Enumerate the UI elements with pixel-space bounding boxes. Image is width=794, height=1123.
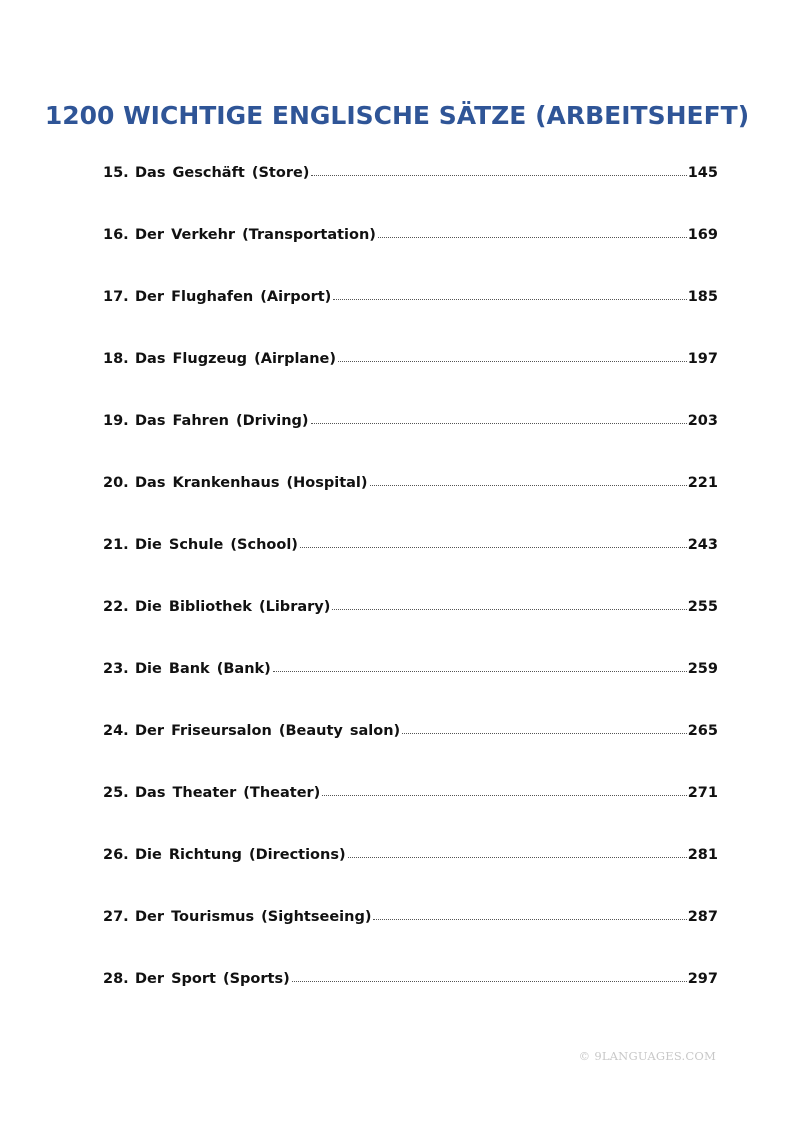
toc-entry-number: 25. — [103, 785, 129, 801]
toc-entry-number: 22. — [103, 599, 129, 615]
toc-dot-leader — [311, 174, 686, 176]
toc-entry-page: 145 — [687, 165, 718, 181]
toc-dot-leader — [322, 794, 686, 796]
toc-entry-page: 221 — [687, 475, 718, 491]
toc-entry[interactable] — [103, 845, 718, 907]
toc-dot-leader — [373, 918, 686, 920]
toc-entry-number: 18. — [103, 351, 129, 367]
toc-dot-leader — [338, 360, 687, 362]
toc-entry-label: Der Sport (Sports) — [135, 971, 290, 987]
toc-entry-label: Der Verkehr (Transportation) — [135, 227, 376, 243]
toc-dot-leader — [311, 422, 687, 424]
toc-dot-leader — [292, 980, 687, 982]
toc-dot-leader — [333, 298, 686, 300]
toc-entry-page: 287 — [687, 909, 718, 925]
copyright-icon: © — [578, 1049, 591, 1063]
toc-entry[interactable] — [103, 411, 718, 473]
toc-entry-number: 26. — [103, 847, 129, 863]
toc-entry-number: 17. — [103, 289, 129, 305]
toc-entry-number: 19. — [103, 413, 129, 429]
toc-entry[interactable] — [103, 969, 718, 1031]
toc-entry-label: Das Geschäft (Store) — [135, 165, 310, 181]
toc-entry[interactable] — [103, 597, 718, 659]
toc-entry-label: Die Bibliothek (Library) — [135, 599, 331, 615]
toc-dot-leader — [370, 484, 687, 486]
toc-entry-number: 15. — [103, 165, 129, 181]
table-of-contents — [103, 163, 718, 1031]
toc-entry-label: Die Bank (Bank) — [135, 661, 271, 677]
toc-entry-label: Das Fahren (Driving) — [135, 413, 309, 429]
toc-entry[interactable] — [103, 721, 718, 783]
toc-entry-label: Der Tourismus (Sightseeing) — [135, 909, 372, 925]
toc-entry-number: 20. — [103, 475, 129, 491]
toc-entry-page: 203 — [687, 413, 718, 429]
toc-entry-page: 243 — [687, 537, 718, 553]
toc-dot-leader — [378, 236, 687, 238]
toc-entry[interactable] — [103, 287, 718, 349]
toc-dot-leader — [348, 856, 687, 858]
copyright-watermark — [579, 1049, 716, 1063]
toc-dot-leader — [300, 546, 687, 548]
toc-dot-leader — [402, 732, 687, 734]
toc-entry-number: 23. — [103, 661, 129, 677]
toc-entry-label: Der Friseursalon (Beauty salon) — [135, 723, 401, 739]
toc-entry-label: Die Schule (School) — [135, 537, 298, 553]
page-title: 1200 WICHTIGE ENGLISCHE SÄTZE (ARBEITSHEFT) — [44, 100, 750, 130]
toc-entry-number: 21. — [103, 537, 129, 553]
toc-entry-label: Das Flugzeug (Airplane) — [135, 351, 336, 367]
toc-dot-leader — [332, 608, 686, 610]
toc-entry-page: 297 — [687, 971, 718, 987]
toc-entry[interactable] — [103, 659, 718, 721]
toc-entry[interactable] — [103, 907, 718, 969]
toc-entry[interactable] — [103, 163, 718, 225]
toc-entry-number: 28. — [103, 971, 129, 987]
toc-entry[interactable] — [103, 473, 718, 535]
toc-entry-page: 169 — [687, 227, 718, 243]
toc-entry[interactable] — [103, 783, 718, 845]
toc-entry-page: 185 — [687, 289, 718, 305]
toc-entry-page: 255 — [687, 599, 718, 615]
toc-entry[interactable] — [103, 535, 718, 597]
toc-entry[interactable] — [103, 349, 718, 411]
watermark-text: 9LANGUAGES.COM — [594, 1049, 716, 1063]
toc-entry-label: Das Krankenhaus (Hospital) — [135, 475, 368, 491]
toc-entry-number: 16. — [103, 227, 129, 243]
toc-entry-page: 265 — [687, 723, 718, 739]
toc-entry-page: 197 — [687, 351, 718, 367]
toc-dot-leader — [273, 670, 687, 672]
toc-entry-page: 259 — [687, 661, 718, 677]
toc-entry-page: 281 — [687, 847, 718, 863]
toc-entry-number: 27. — [103, 909, 129, 925]
toc-entry-label: Das Theater (Theater) — [135, 785, 321, 801]
toc-entry-label: Die Richtung (Directions) — [135, 847, 346, 863]
toc-entry-page: 271 — [687, 785, 718, 801]
toc-entry-number: 24. — [103, 723, 129, 739]
toc-entry[interactable] — [103, 225, 718, 287]
toc-entry-label: Der Flughafen (Airport) — [135, 289, 332, 305]
